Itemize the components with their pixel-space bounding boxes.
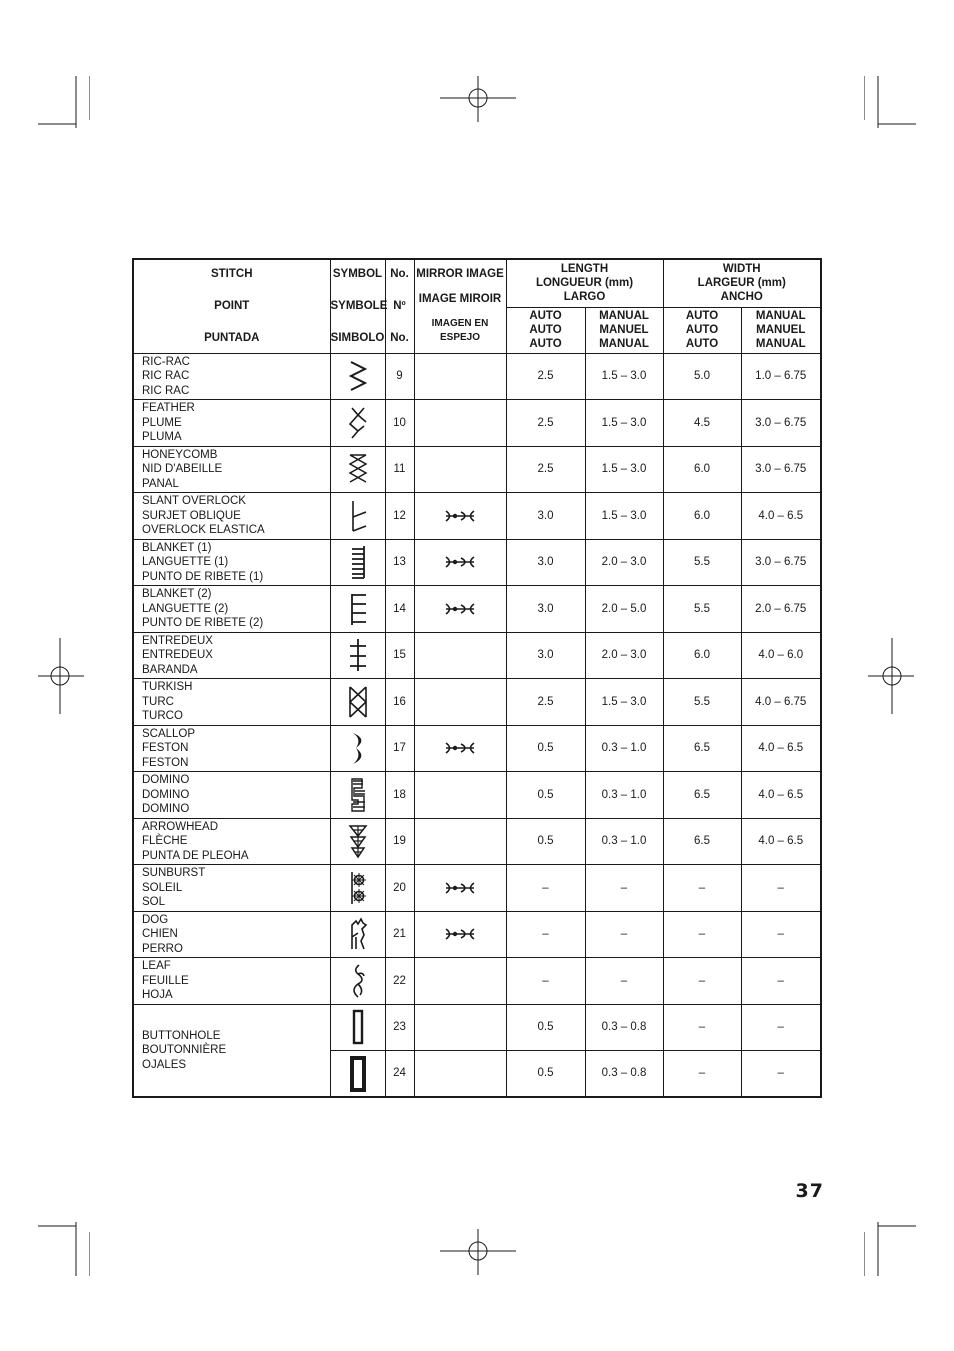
stitch-name: DOMINO DOMINO DOMINO — [133, 772, 330, 819]
header-width: WIDTH LARGEUR (mm) ANCHO — [663, 259, 821, 307]
mirror-image-cell — [414, 539, 506, 586]
table-row — [133, 818, 821, 865]
table-row — [133, 539, 821, 586]
width-manual: 3.0 – 6.75 — [741, 400, 821, 447]
entredeux-stitch-icon — [331, 636, 385, 674]
mirror-image-cell — [414, 725, 506, 772]
crop-mark-top-left — [38, 76, 90, 128]
width-auto: 4.5 — [663, 400, 741, 447]
stitch-symbol — [330, 911, 385, 958]
length-manual: 0.3 – 0.8 — [585, 1004, 663, 1051]
stitch-name: LEAF FEUILLE HOJA — [133, 958, 330, 1005]
width-manual: – — [741, 865, 821, 912]
length-auto: 2.5 — [506, 353, 585, 400]
crop-mark-bottom-left — [38, 1222, 90, 1276]
stitch-symbol — [330, 446, 385, 493]
length-manual: – — [585, 865, 663, 912]
stitch-number: 22 — [385, 958, 414, 1005]
width-manual: 4.0 – 6.5 — [741, 493, 821, 540]
length-manual: 1.5 – 3.0 — [585, 400, 663, 447]
stitch-name: HONEYCOMB NID D'ABEILLE PANAL — [133, 446, 330, 493]
length-manual: 1.5 – 3.0 — [585, 446, 663, 493]
width-auto: 6.5 — [663, 725, 741, 772]
mirror-image-cell — [414, 865, 506, 912]
width-manual: 4.0 – 6.75 — [741, 679, 821, 726]
stitch-symbol — [330, 493, 385, 540]
length-auto: 0.5 — [506, 725, 585, 772]
stitch-name: ENTREDEUX ENTREDEUX BARANDA — [133, 632, 330, 679]
length-manual: 2.0 – 5.0 — [585, 586, 663, 633]
length-auto: 3.0 — [506, 539, 585, 586]
registration-mark-top — [440, 76, 516, 122]
leaf-stitch-icon — [331, 962, 385, 1000]
stitch-name: BUTTONHOLE BOUTONNIÈRE OJALES — [133, 1004, 330, 1097]
domino-stitch-icon — [331, 776, 385, 814]
length-manual: 2.0 – 3.0 — [585, 632, 663, 679]
page-number: 37 — [795, 1180, 824, 1202]
header-length: LENGTH LONGUEUR (mm) LARGO — [506, 259, 663, 307]
registration-mark-left — [38, 638, 84, 714]
stitch-symbol — [330, 772, 385, 819]
mirror-image-cell — [414, 353, 506, 400]
width-auto: 6.0 — [663, 446, 741, 493]
width-auto: 5.0 — [663, 353, 741, 400]
width-manual: 1.0 – 6.75 — [741, 353, 821, 400]
mirror-image-cell — [414, 446, 506, 493]
length-manual: – — [585, 911, 663, 958]
honeycomb-stitch-icon — [331, 450, 385, 488]
stitch-number: 23 — [385, 1004, 414, 1051]
sunburst-stitch-icon — [331, 869, 385, 907]
width-manual: – — [741, 911, 821, 958]
length-auto: 0.5 — [506, 1004, 585, 1051]
buttonhole-narrow-icon — [331, 1008, 385, 1046]
table-row — [133, 353, 821, 400]
length-manual: 0.3 – 1.0 — [585, 818, 663, 865]
width-manual: 4.0 – 6.5 — [741, 725, 821, 772]
header-number: No. Nº No. — [385, 259, 414, 353]
stitch-name: BLANKET (2) LANGUETTE (2) PUNTO DE RIBETE (2) — [133, 586, 330, 633]
stitch-chart-table — [132, 258, 822, 1098]
width-manual: 3.0 – 6.75 — [741, 539, 821, 586]
length-auto: – — [506, 911, 585, 958]
table-row — [133, 679, 821, 726]
width-auto: – — [663, 865, 741, 912]
length-auto: 2.5 — [506, 679, 585, 726]
length-auto: – — [506, 958, 585, 1005]
stitch-symbol — [330, 1004, 385, 1051]
stitch-name: SUNBURST SOLEIL SOL — [133, 865, 330, 912]
table-row — [133, 400, 821, 447]
slant-overlock-stitch-icon — [331, 497, 385, 535]
mirror-image-icon — [415, 881, 506, 895]
length-manual: 1.5 – 3.0 — [585, 353, 663, 400]
stitch-symbol — [330, 1051, 385, 1098]
feather-stitch-icon — [331, 404, 385, 442]
stitch-name: SCALLOP FESTON FESTON — [133, 725, 330, 772]
length-auto: 3.0 — [506, 586, 585, 633]
width-auto: 5.5 — [663, 539, 741, 586]
header-mirror-image: MIRROR IMAGE IMAGE MIROIR IMAGEN EN ESPEJO — [414, 259, 506, 353]
stitch-number: 20 — [385, 865, 414, 912]
width-manual: – — [741, 958, 821, 1005]
width-auto: 6.5 — [663, 772, 741, 819]
length-manual: 0.3 – 1.0 — [585, 725, 663, 772]
blanket-2-stitch-icon — [331, 590, 385, 628]
table-row — [133, 586, 821, 633]
header-stitch: STITCH POINT PUNTADA — [133, 259, 330, 353]
mirror-image-cell — [414, 400, 506, 447]
length-manual: 2.0 – 3.0 — [585, 539, 663, 586]
mirror-image-cell — [414, 493, 506, 540]
registration-mark-bottom — [440, 1229, 516, 1275]
turkish-stitch-icon — [331, 683, 385, 721]
mirror-image-cell — [414, 958, 506, 1005]
stitch-number: 19 — [385, 818, 414, 865]
header-width-manual: MANUAL MANUEL MANUAL — [741, 307, 821, 353]
length-auto: 0.5 — [506, 772, 585, 819]
crop-mark-bottom-right — [864, 1222, 916, 1276]
arrowhead-stitch-icon — [331, 822, 385, 860]
stitch-name: SLANT OVERLOCK SURJET OBLIQUE OVERLOCK ELASTICA — [133, 493, 330, 540]
mirror-image-icon — [415, 602, 506, 616]
mirror-image-cell — [414, 1051, 506, 1098]
table-row — [133, 493, 821, 540]
stitch-number: 24 — [385, 1051, 414, 1098]
length-manual: 1.5 – 3.0 — [585, 493, 663, 540]
table-row — [133, 958, 821, 1005]
stitch-number: 14 — [385, 586, 414, 633]
stitch-name: FEATHER PLUME PLUMA — [133, 400, 330, 447]
table-row — [133, 911, 821, 958]
table-row — [133, 865, 821, 912]
length-auto: – — [506, 865, 585, 912]
width-manual: 2.0 – 6.75 — [741, 586, 821, 633]
width-auto: 6.0 — [663, 632, 741, 679]
length-auto: 2.5 — [506, 400, 585, 447]
stitch-symbol — [330, 586, 385, 633]
stitch-symbol — [330, 958, 385, 1005]
width-manual: – — [741, 1004, 821, 1051]
length-manual: 0.3 – 1.0 — [585, 772, 663, 819]
mirror-image-cell — [414, 632, 506, 679]
length-auto: 3.0 — [506, 493, 585, 540]
mirror-image-cell — [414, 772, 506, 819]
stitch-symbol — [330, 632, 385, 679]
width-auto: – — [663, 1051, 741, 1098]
crop-mark-top-right — [864, 76, 916, 128]
header-length-manual: MANUAL MANUEL MANUAL — [585, 307, 663, 353]
stitch-number: 13 — [385, 539, 414, 586]
table-row — [133, 725, 821, 772]
length-manual: – — [585, 958, 663, 1005]
mirror-image-cell — [414, 911, 506, 958]
stitch-name: BLANKET (1) LANGUETTE (1) PUNTO DE RIBETE (1) — [133, 539, 330, 586]
stitch-symbol — [330, 400, 385, 447]
scallop-stitch-icon — [331, 729, 385, 767]
width-manual: 4.0 – 6.0 — [741, 632, 821, 679]
mirror-image-icon — [415, 927, 506, 941]
stitch-name: DOG CHIEN PERRO — [133, 911, 330, 958]
width-auto: 5.5 — [663, 586, 741, 633]
stitch-number: 12 — [385, 493, 414, 540]
length-auto: 2.5 — [506, 446, 585, 493]
stitch-symbol — [330, 539, 385, 586]
stitch-number: 18 — [385, 772, 414, 819]
table-row — [133, 1004, 821, 1051]
length-auto: 3.0 — [506, 632, 585, 679]
width-auto: – — [663, 911, 741, 958]
width-auto: 6.5 — [663, 818, 741, 865]
header-length-auto: AUTO AUTO AUTO — [506, 307, 585, 353]
buttonhole-wide-icon — [331, 1055, 385, 1093]
stitch-name: TURKISH TURC TURCO — [133, 679, 330, 726]
table-row — [133, 772, 821, 819]
width-auto: – — [663, 958, 741, 1005]
stitch-symbol — [330, 725, 385, 772]
stitch-symbol — [330, 353, 385, 400]
stitch-number: 21 — [385, 911, 414, 958]
length-manual: 0.3 – 0.8 — [585, 1051, 663, 1098]
dog-stitch-icon — [331, 915, 385, 953]
length-manual: 1.5 – 3.0 — [585, 679, 663, 726]
length-auto: 0.5 — [506, 1051, 585, 1098]
width-manual: – — [741, 1051, 821, 1098]
header-width-auto: AUTO AUTO AUTO — [663, 307, 741, 353]
stitch-name: RIC-RAC RIC RAC RIC RAC — [133, 353, 330, 400]
mirror-image-cell — [414, 1004, 506, 1051]
width-manual: 4.0 – 6.5 — [741, 772, 821, 819]
stitch-number: 15 — [385, 632, 414, 679]
mirror-image-cell — [414, 586, 506, 633]
stitch-number: 10 — [385, 400, 414, 447]
table-row — [133, 446, 821, 493]
registration-mark-right — [868, 638, 914, 714]
stitch-symbol — [330, 679, 385, 726]
stitch-number: 16 — [385, 679, 414, 726]
header-symbol: SYMBOL SYMBOLE SIMBOLO — [330, 259, 385, 353]
mirror-image-cell — [414, 679, 506, 726]
mirror-image-icon — [415, 741, 506, 755]
stitch-name: ARROWHEAD FLÈCHE PUNTA DE PLEOHA — [133, 818, 330, 865]
stitch-symbol — [330, 818, 385, 865]
width-auto: – — [663, 1004, 741, 1051]
stitch-number: 9 — [385, 353, 414, 400]
mirror-image-icon — [415, 555, 506, 569]
stitch-symbol — [330, 865, 385, 912]
width-auto: 6.0 — [663, 493, 741, 540]
length-auto: 0.5 — [506, 818, 585, 865]
width-manual: 3.0 – 6.75 — [741, 446, 821, 493]
table-row — [133, 632, 821, 679]
ric-rac-stitch-icon — [331, 357, 385, 395]
stitch-number: 17 — [385, 725, 414, 772]
stitch-number: 11 — [385, 446, 414, 493]
width-auto: 5.5 — [663, 679, 741, 726]
mirror-image-cell — [414, 818, 506, 865]
width-manual: 4.0 – 6.5 — [741, 818, 821, 865]
blanket-1-stitch-icon — [331, 543, 385, 581]
mirror-image-icon — [415, 509, 506, 523]
